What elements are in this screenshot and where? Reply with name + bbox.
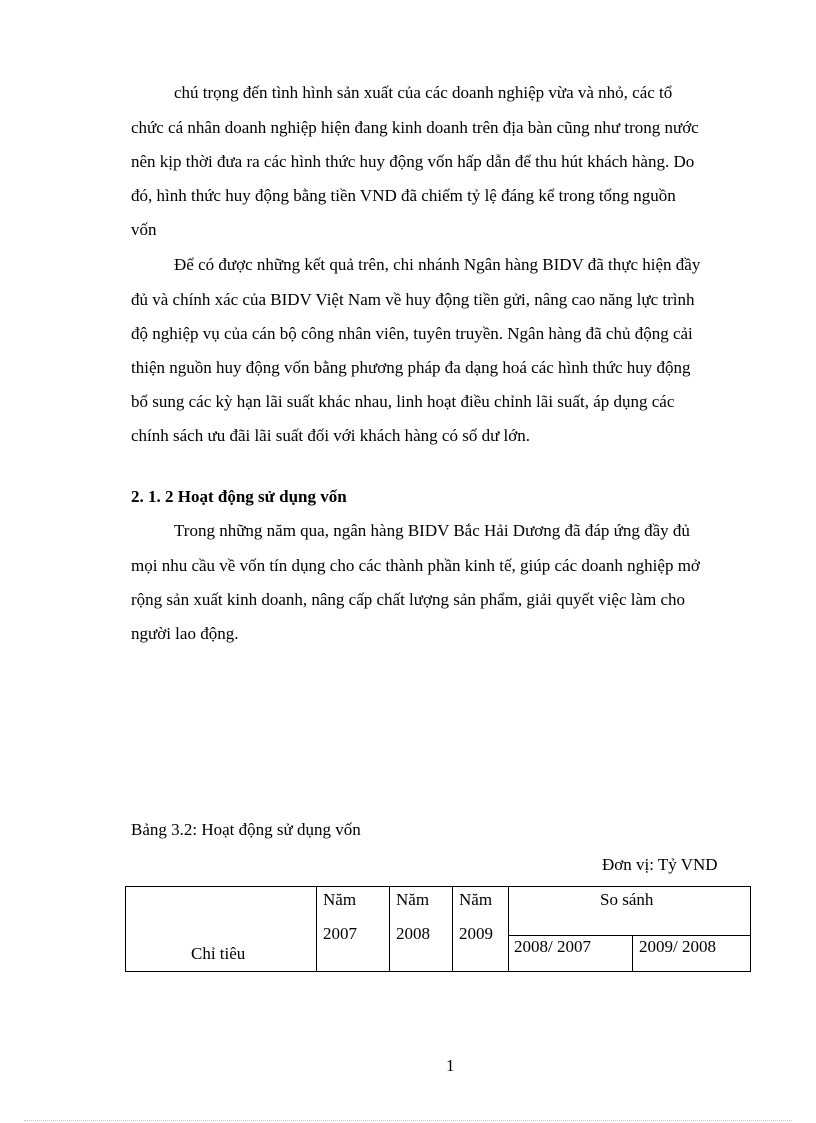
section-heading: 2. 1. 2 Hoạt động sử dụng vốn bbox=[131, 487, 347, 506]
paragraph-line: Để có được những kết quả trên, chi nhánh Ngân hàng BIDV đã thực hiện đầy bbox=[174, 255, 701, 274]
header-year-value: 2009 bbox=[459, 924, 493, 943]
table-unit: Đơn vị: Tỷ VND bbox=[602, 855, 718, 874]
table-divider bbox=[316, 887, 317, 971]
page-number: 1 bbox=[446, 1056, 455, 1075]
table-divider bbox=[632, 935, 633, 971]
paragraph-line: mọi nhu cầu về vốn tín dụng cho các thành phần kinh tế, giúp các doanh nghiệp mở bbox=[131, 556, 700, 575]
header-year-value: 2008 bbox=[396, 924, 430, 943]
paragraph-line: bổ sung các kỳ hạn lãi suất khác nhau, linh hoạt điều chỉnh lãi suất, áp dụng các bbox=[131, 392, 675, 411]
paragraph-line: rộng sản xuất kinh doanh, nâng cấp chất lượng sản phẩm, giải quyết việc làm cho bbox=[131, 590, 686, 609]
table-divider bbox=[508, 935, 750, 936]
header-year-value: 2007 bbox=[323, 924, 357, 943]
paragraph-line: chức cá nhân doanh nghiệp hiện đang kinh doanh trên địa bàn cũng như trong nước bbox=[131, 118, 699, 137]
header-year-top: Năm bbox=[396, 890, 430, 909]
header-compare-col: 2008/ 2007 bbox=[514, 937, 591, 956]
header-so-sanh: So sánh bbox=[600, 890, 654, 909]
paragraph-line: chính sách ưu đãi lãi suất đối với khách hàng có số dư lớn. bbox=[131, 426, 530, 445]
paragraph-line: vốn bbox=[131, 220, 157, 239]
paragraph-line: thiện nguồn huy động vốn bằng phương pháp đa dạng hoá các hình thức huy động bbox=[131, 358, 691, 377]
paragraph-line: nên kịp thời đưa ra các hình thức huy động vốn hấp dẫn để thu hút khách hàng. Do bbox=[131, 152, 695, 171]
table-divider bbox=[508, 887, 509, 971]
table-divider bbox=[452, 887, 453, 971]
paragraph-line: đủ và chính xác của BIDV Việt Nam về huy động tiền gửi, nâng cao năng lực trình bbox=[131, 290, 695, 309]
paragraph-line: người lao động. bbox=[131, 624, 239, 643]
header-year-top: Năm bbox=[459, 890, 493, 909]
paragraph-line: độ nghiệp vụ của cán bộ công nhân viên, tuyên truyền. Ngân hàng đã chủ động cải bbox=[131, 324, 693, 343]
table-divider bbox=[389, 887, 390, 971]
paragraph-line: Trong những năm qua, ngân hàng BIDV Bắc Hải Dương đã đáp ứng đầy đủ bbox=[174, 521, 690, 540]
paragraph-line: chú trọng đến tình hình sản xuất của các doanh nghiệp vừa và nhỏ, các tổ bbox=[174, 83, 673, 102]
table-caption: Bảng 3.2: Hoạt động sử dụng vốn bbox=[131, 820, 361, 839]
paragraph-line: đó, hình thức huy động bằng tiền VND đã chiếm tỷ lệ đáng kể trong tổng nguồn bbox=[131, 186, 676, 205]
data-table bbox=[125, 886, 751, 972]
header-chi-tieu: Chỉ tiêu bbox=[191, 944, 246, 963]
header-compare-col: 2009/ 2008 bbox=[639, 937, 716, 956]
page-edge-divider bbox=[24, 1120, 792, 1121]
header-year-top: Năm bbox=[323, 890, 357, 909]
